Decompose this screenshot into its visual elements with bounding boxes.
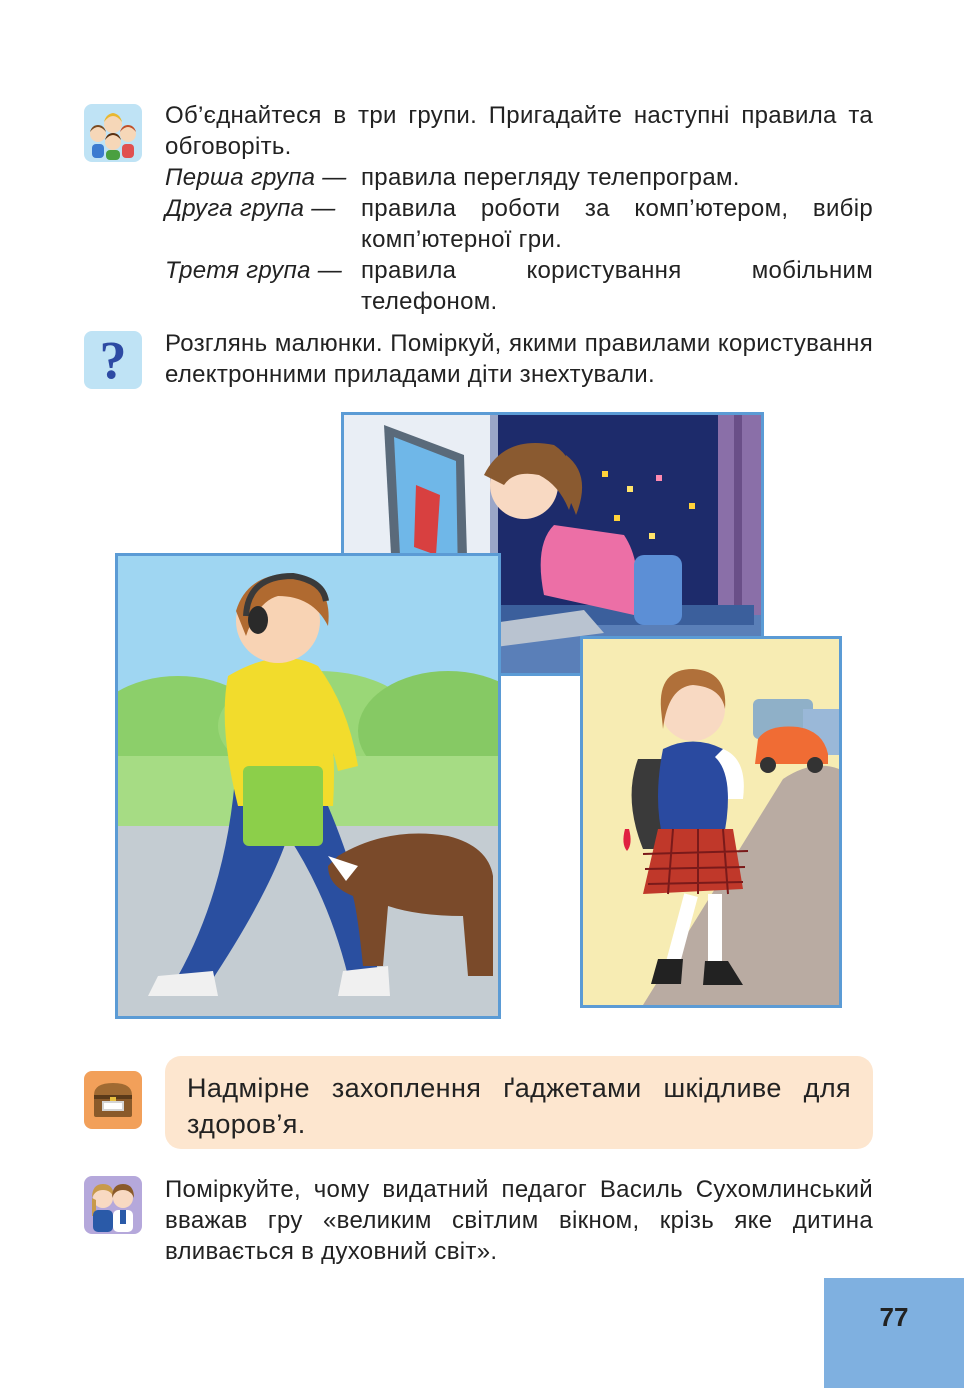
illustration-girl-phone [580,636,842,1008]
group-work-icon [84,104,142,162]
task2-text: Розглянь малюнки. Поміркуй, якими правилами користування електронними приладами діти знехтували. [165,330,873,388]
task1-block [165,100,873,317]
question-glyph: ? [99,331,127,389]
illustration-boy-headphones [115,553,501,1019]
page-number: 77 [824,1278,964,1388]
group-text-3: правила користування мобільним телефоном. [361,257,873,315]
group-text-1: правила перегляду телепрограм. [361,164,740,191]
group-text-2: правила роботи за комп’ютером, вибір комп’ютерної гри. [361,195,873,253]
group-label-3: Третя група — [165,257,343,284]
group-row-1 [165,162,873,193]
question-icon [84,331,142,389]
task1-intro: Об’єднайтеся в три групи. Пригадайте наступні правила та обговоріть. [165,102,873,160]
group-label-1: Перша група — [165,164,347,191]
treasure-chest-icon [84,1071,142,1129]
group-row-3 [165,255,873,317]
group-label-2: Друга група — [165,195,336,222]
task3-text: Поміркуйте, чому видатний педагог Василь Сухомлинський вважав гру «великим світлим вікном, крізь яке дитина вливається в духовний світ». [165,1176,873,1265]
pair-work-icon [84,1176,142,1234]
important-note: Надмірне захоплення ґаджетами шкідливе для здоров’я. [165,1056,873,1149]
group-row-2 [165,193,873,255]
